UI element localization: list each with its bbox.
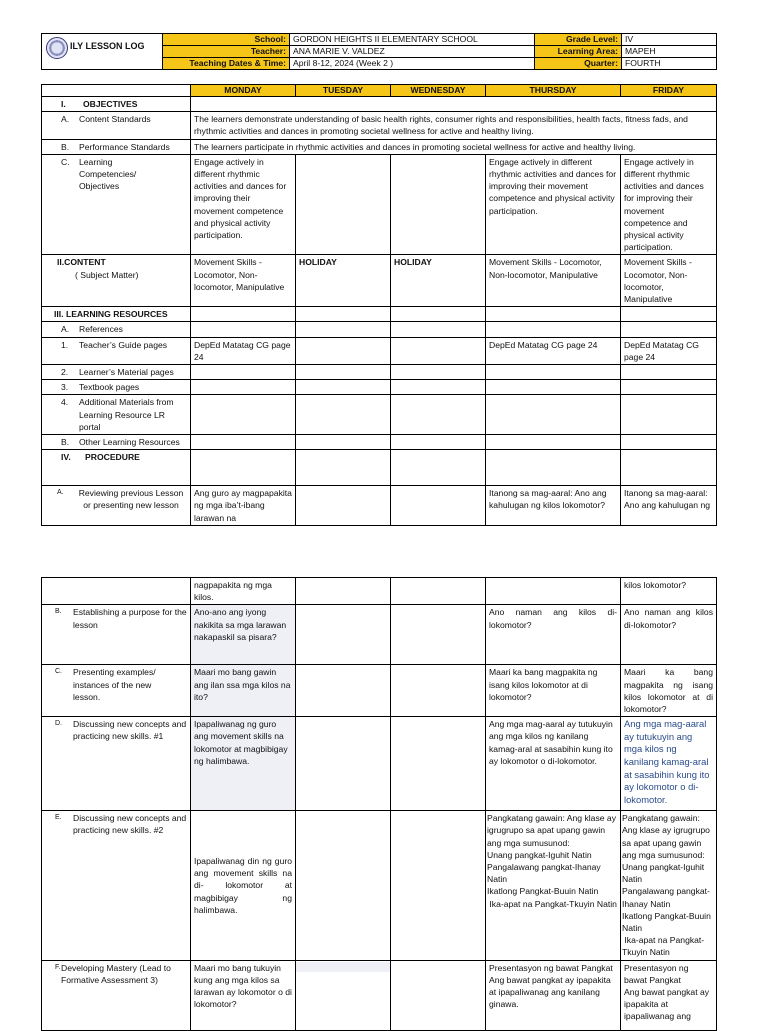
reviewing-cont-friday: kilos lokomotor? bbox=[621, 578, 717, 605]
area-label: Learning Area: bbox=[535, 46, 622, 58]
objectives-row bbox=[42, 97, 717, 112]
discussing2-monday: Ipapaliwanag din ng guro ang movement skills na di- lokomotor at magbibigay ng halimbawa. bbox=[194, 855, 292, 915]
header-table bbox=[41, 33, 717, 70]
content-friday: Movement Skills - Locomotor, Non-locomotor, Manipulative bbox=[621, 255, 717, 307]
references-label: References bbox=[79, 324, 123, 335]
reviewing-row bbox=[42, 486, 717, 526]
day-friday: FRIDAY bbox=[621, 85, 717, 97]
discussing1-thursday: Ang mga mag-aaral ay tutukuyin ang mga kilos ng kanilang kamag-aral at sasabihin kung ito ay lokomotor o di-lokomotor. bbox=[486, 717, 621, 811]
discussing1-monday: Ipapaliwanag ng guro ang movement skills na lokomotor at magbibigay ng halimbawa. bbox=[191, 717, 296, 811]
content-standards-text: The learners demonstrate understanding of basic health rights, consumer rights and responsibilities, health facts, fitness fads, and rhythmic activities and dances in promoting societal wellness for active and healthy living. bbox=[191, 112, 717, 139]
discussing2-row bbox=[42, 811, 717, 960]
quarter-value: FOURTH bbox=[622, 58, 717, 70]
additional-materials-row bbox=[42, 395, 717, 435]
reviewing-friday: Itanong sa mag-aaral: Ano ang kahulugan ng bbox=[621, 486, 717, 526]
procedure-row bbox=[42, 450, 717, 486]
tg-thursday: DepEd Matatag CG page 24 bbox=[486, 337, 621, 364]
content-wednesday: HOLIDAY bbox=[391, 255, 486, 307]
mastery-thursday-2: Ang bawat pangkat ay ipapakita at ipapaliwanag ang kanilang ginawa. bbox=[489, 974, 611, 1010]
procedure-title: PROCEDURE bbox=[85, 452, 140, 463]
other-resources-label: Other Learning Resources bbox=[79, 437, 180, 448]
performance-standards-text: The learners participate in rhythmic activities and dances in promoting societal wellness for active and healthy living. bbox=[191, 139, 717, 154]
purpose-monday: Ano-ano ang iyong nakikita sa mga larawan nakapaskil sa pisara? bbox=[191, 605, 296, 665]
content-standards-label: Content Standards bbox=[79, 114, 151, 125]
textbook-row bbox=[42, 380, 717, 395]
deped-seal-icon bbox=[46, 37, 68, 59]
mastery-label: Developing Mastery (Lead to Formative Assessment 3) bbox=[61, 962, 171, 985]
presenting-thursday: Maari ka bang magpakita ng isang kilos lokomotor at di lokomotor? bbox=[486, 665, 621, 717]
tg-friday: DepEd Matatag CG page 24 bbox=[621, 337, 717, 364]
competencies-row bbox=[42, 154, 717, 255]
discussing2-thursday: Pangkatang gawain: Ang klase ay igrugrupo sa apat upang gawin ang mga sumusunod: bbox=[487, 813, 616, 848]
tg-monday: DepEd Matatag CG page 24 bbox=[191, 337, 296, 364]
discussing2-thursday-group3: Ikatlong Pangkat-Buuin Natin bbox=[487, 886, 599, 897]
purpose-label: Establishing a purpose for the lesson bbox=[73, 607, 187, 630]
other-resources-row bbox=[42, 435, 717, 450]
presenting-label: Presenting examples/ instances of the new lesson. bbox=[73, 667, 156, 702]
area-value: MAPEH bbox=[622, 46, 717, 58]
tg-pages-row bbox=[42, 337, 717, 364]
additional-label: Additional Materials from Learning Resource LR portal bbox=[79, 397, 174, 432]
presenting-friday: Maari ka bang magpakita ng isang kilos lokomotor at di lokomotor? bbox=[621, 665, 717, 717]
content-thursday: Movement Skills - Locomotor, Non-locomotor, Manipulative bbox=[486, 255, 621, 307]
teacher-label: Teacher: bbox=[163, 46, 290, 58]
lm-key: 2. bbox=[61, 367, 69, 378]
lm-pages-row bbox=[42, 365, 717, 380]
textbook-label: Textbook pages bbox=[79, 382, 140, 393]
presenting-key: C. bbox=[55, 668, 62, 676]
day-monday: MONDAY bbox=[191, 85, 296, 97]
reviewing-key: A. bbox=[57, 489, 64, 497]
purpose-thursday: Ano naman ang kilos di-lokomotor? bbox=[486, 605, 621, 665]
discussing2-friday-group1: Unang pangkat-Iguhit Natin bbox=[622, 862, 705, 885]
competencies-label: Learning Competencies/ Objectives bbox=[79, 156, 137, 192]
content-row bbox=[42, 255, 717, 307]
performance-standards-label: Performance Standards bbox=[79, 141, 170, 152]
mastery-key: F. bbox=[55, 963, 61, 971]
grade-label: Grade Level: bbox=[535, 34, 622, 46]
presenting-monday: Maari mo bang gawin ang ilan ssa mga kilos na ito? bbox=[191, 665, 296, 717]
resources-row bbox=[42, 307, 717, 322]
logo-cell bbox=[42, 34, 163, 70]
day-header-row bbox=[42, 85, 717, 97]
content-standards-key: A. bbox=[61, 114, 70, 125]
school-label: School: bbox=[163, 34, 290, 46]
teacher-value: ANA MARIE V. VALDEZ bbox=[290, 46, 535, 58]
performance-standards-key: B. bbox=[61, 141, 70, 152]
content-standards-row bbox=[42, 112, 717, 139]
tg-key: 1. bbox=[61, 339, 69, 350]
reviewing-cont-monday: nagpapakita ng mga kilos. bbox=[191, 578, 296, 605]
purpose-key: B. bbox=[55, 608, 62, 616]
discussing2-thursday-group1: Unang pangkat-Iguhit Natin bbox=[487, 849, 592, 860]
content-title: II.CONTENT bbox=[57, 257, 106, 268]
discussing2-friday: Pangkatang gawain: Ang klase ay igrugrupo sa apat upang gawin ang mga sumusunod: bbox=[622, 813, 710, 860]
day-tuesday: TUESDAY bbox=[296, 85, 391, 97]
reviewing-cont-row bbox=[42, 578, 717, 605]
grade-value: IV bbox=[622, 34, 717, 46]
dates-value: April 8-12, 2024 (Week 2 ) bbox=[290, 58, 535, 70]
discussing2-thursday-group4: Ika-apat na Pangkat-Tkuyin Natin bbox=[487, 898, 617, 909]
content-tuesday: HOLIDAY bbox=[296, 255, 391, 307]
reviewing-thursday: Itanong sa mag-aaral: Ano ang kahulugan ng kilos lokomotor? bbox=[486, 486, 621, 526]
dates-label: Teaching Dates & Time: bbox=[163, 58, 290, 70]
purpose-friday: Ano naman ang kilos di-lokomotor? bbox=[621, 605, 717, 665]
discussing2-friday-group3: Ikatlong Pangkat-Buuin Natin bbox=[622, 910, 711, 934]
tg-label: Teacher’s Guide pages bbox=[79, 339, 168, 350]
discussing1-key: D. bbox=[55, 720, 62, 728]
competencies-key: C. bbox=[61, 156, 70, 167]
mastery-friday: Presentasyon ng bawat Pangkat bbox=[624, 962, 689, 985]
dll-title: ILY LESSON LOG bbox=[70, 41, 145, 51]
reviewing-label: Reviewing previous Lesson or presenting new lesson bbox=[78, 488, 184, 511]
additional-key: 4. bbox=[61, 397, 69, 408]
resources-title: III. LEARNING RESOURCES bbox=[42, 307, 191, 322]
lm-label: Learner’s Material pages bbox=[79, 367, 174, 378]
references-row bbox=[42, 322, 717, 337]
procedure-num: IV. bbox=[61, 452, 71, 463]
discussing2-friday-group2: Pangalawang pangkat-Ihanay Natin bbox=[622, 886, 710, 909]
discussing1-label: Discussing new concepts and practicing new skills. #1 bbox=[73, 719, 187, 742]
performance-standards-row bbox=[42, 139, 717, 154]
mastery-row bbox=[42, 960, 717, 1030]
mastery-monday: Maari mo bang tukuyin kung ang mga kilos sa larawan ay lokomotor o di lokomotor? bbox=[191, 960, 296, 1030]
competencies-friday: Engage actively in different rhythmic activities and dances for improving their movement competence and physical activity participation. bbox=[621, 154, 717, 255]
content-monday: Movement Skills - Locomotor, Non-locomotor, Manipulative bbox=[191, 255, 296, 307]
objectives-num: I. bbox=[61, 99, 66, 109]
competencies-thursday: Engage actively in different rhythmic activities and dances for improving their movement competence and physical activity participation. bbox=[486, 154, 621, 255]
lesson-table bbox=[41, 84, 717, 526]
discussing2-friday-group4: Ika-apat na Pangkat-Tkuyin Natin bbox=[622, 935, 705, 958]
discussing1-friday: Ang mga mag-aaral ay tutukuyin ang mga kilos ng kanilang kamag-aral at sasabihin kung ito ay lokomotor o di-lokomotor. bbox=[621, 717, 717, 811]
school-value: GORDON HEIGHTS II ELEMENTARY SCHOOL bbox=[290, 34, 535, 46]
references-key: A. bbox=[61, 324, 70, 335]
other-resources-key: B. bbox=[61, 437, 70, 448]
objectives-title: OBJECTIVES bbox=[83, 99, 138, 109]
discussing1-row bbox=[42, 717, 717, 811]
blank-header bbox=[42, 85, 191, 97]
mastery-friday-2: Ang bawat pangkat ay ipapakita at ipapaliwanag ang bbox=[624, 987, 710, 1022]
discussing2-label: Discussing new concepts and practicing new skills. #2 bbox=[73, 813, 187, 836]
purpose-row bbox=[42, 605, 717, 665]
lesson-table-continued bbox=[41, 577, 717, 1031]
day-wednesday: WEDNESDAY bbox=[391, 85, 486, 97]
discussing2-thursday-group2: Pangalawang pangkat-Ihanay Natin bbox=[487, 862, 601, 885]
presenting-row bbox=[42, 665, 717, 717]
mastery-thursday: Presentasyon ng bawat Pangkat bbox=[489, 962, 613, 973]
textbook-key: 3. bbox=[61, 382, 69, 393]
content-sub: ( Subject Matter) bbox=[75, 269, 139, 280]
discussing2-key: E. bbox=[55, 814, 62, 822]
day-thursday: THURSDAY bbox=[486, 85, 621, 97]
competencies-monday: Engage actively in different rhythmic activities and dances for improving their movement competence and physical activity participation. bbox=[191, 154, 296, 255]
quarter-label: Quarter: bbox=[535, 58, 622, 70]
reviewing-monday: Ang guro ay magpapakita ng mga iba’t-ibang larawan na bbox=[191, 486, 296, 526]
